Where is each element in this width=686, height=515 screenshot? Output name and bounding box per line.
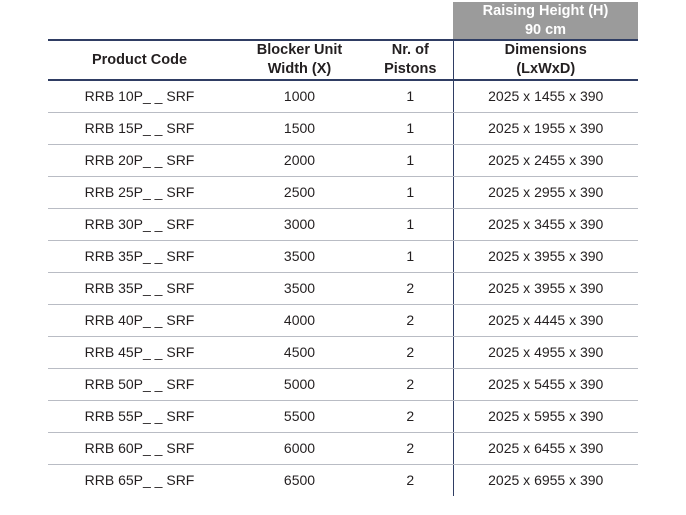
cell-dimensions: 2025 x 4445 x 390	[453, 304, 638, 336]
column-header-product-code	[48, 40, 231, 80]
cell-number-of-pistons: 2	[368, 336, 453, 368]
cell-number-of-pistons: 1	[368, 112, 453, 144]
banner-spacer-cell	[48, 2, 231, 40]
cell-number-of-pistons: 1	[368, 208, 453, 240]
cell-dimensions: 2025 x 6955 x 390	[453, 464, 638, 496]
dimensions-header-line2: (LxWxD)	[516, 60, 576, 77]
product-code-header-label: Product Code	[91, 51, 188, 68]
table-row	[48, 208, 638, 240]
table-row	[48, 272, 638, 304]
table-row	[48, 464, 638, 496]
table-row	[48, 80, 638, 113]
cell-dimensions: 2025 x 1455 x 390	[453, 80, 638, 113]
cell-dimensions: 2025 x 2955 x 390	[453, 176, 638, 208]
table-row	[48, 112, 638, 144]
cell-product-code: RRB 20P_ _ SRF	[48, 144, 231, 176]
table-row	[48, 432, 638, 464]
cell-product-code: RRB 55P_ _ SRF	[48, 400, 231, 432]
blocker-width-header-line2: Width (X)	[267, 60, 332, 77]
cell-number-of-pistons: 1	[368, 80, 453, 113]
cell-dimensions: 2025 x 3955 x 390	[453, 272, 638, 304]
cell-number-of-pistons: 1	[368, 176, 453, 208]
cell-blocker-unit-width: 1500	[231, 112, 368, 144]
banner-row	[48, 2, 638, 40]
table-row	[48, 176, 638, 208]
cell-product-code: RRB 25P_ _ SRF	[48, 176, 231, 208]
table-row	[48, 144, 638, 176]
banner-spacer-cell	[368, 2, 453, 40]
cell-dimensions: 2025 x 5455 x 390	[453, 368, 638, 400]
cell-product-code: RRB 40P_ _ SRF	[48, 304, 231, 336]
cell-blocker-unit-width: 3000	[231, 208, 368, 240]
cell-dimensions: 2025 x 2455 x 390	[453, 144, 638, 176]
cell-number-of-pistons: 1	[368, 240, 453, 272]
column-header-dimensions	[453, 40, 638, 80]
cell-blocker-unit-width: 5500	[231, 400, 368, 432]
pistons-header-line1: Nr. of	[391, 42, 429, 59]
cell-blocker-unit-width: 2000	[231, 144, 368, 176]
dimensions-header-line1: Dimensions	[504, 42, 587, 59]
table-row	[48, 336, 638, 368]
cell-product-code: RRB 45P_ _ SRF	[48, 336, 231, 368]
cell-blocker-unit-width: 6500	[231, 464, 368, 496]
cell-number-of-pistons: 2	[368, 432, 453, 464]
cell-dimensions: 2025 x 3955 x 390	[453, 240, 638, 272]
product-specification-table	[48, 2, 638, 496]
cell-number-of-pistons: 2	[368, 400, 453, 432]
column-header-blocker-unit-width	[231, 40, 368, 80]
raising-height-banner	[453, 2, 638, 40]
column-header-number-of-pistons	[368, 40, 453, 80]
cell-dimensions: 2025 x 6455 x 390	[453, 432, 638, 464]
cell-product-code: RRB 30P_ _ SRF	[48, 208, 231, 240]
cell-blocker-unit-width: 3500	[231, 240, 368, 272]
cell-blocker-unit-width: 4500	[231, 336, 368, 368]
pistons-header-line2: Pistons	[384, 60, 437, 77]
cell-blocker-unit-width: 6000	[231, 432, 368, 464]
cell-number-of-pistons: 2	[368, 272, 453, 304]
cell-product-code: RRB 10P_ _ SRF	[48, 80, 231, 113]
cell-product-code: RRB 60P_ _ SRF	[48, 432, 231, 464]
table-row	[48, 400, 638, 432]
cell-dimensions: 2025 x 5955 x 390	[453, 400, 638, 432]
cell-blocker-unit-width: 2500	[231, 176, 368, 208]
table-body	[48, 80, 638, 496]
cell-product-code: RRB 35P_ _ SRF	[48, 272, 231, 304]
banner-spacer-cell	[231, 2, 368, 40]
cell-blocker-unit-width: 1000	[231, 80, 368, 113]
header-row	[48, 40, 638, 80]
table-row	[48, 368, 638, 400]
raising-height-label: Raising Height (H)	[482, 3, 609, 19]
cell-dimensions: 2025 x 1955 x 390	[453, 112, 638, 144]
cell-number-of-pistons: 1	[368, 144, 453, 176]
cell-blocker-unit-width: 4000	[231, 304, 368, 336]
cell-number-of-pistons: 2	[368, 368, 453, 400]
cell-number-of-pistons: 2	[368, 304, 453, 336]
cell-dimensions: 2025 x 4955 x 390	[453, 336, 638, 368]
blocker-width-header-line1: Blocker Unit	[256, 42, 343, 59]
cell-blocker-unit-width: 5000	[231, 368, 368, 400]
cell-number-of-pistons: 2	[368, 464, 453, 496]
table-row	[48, 304, 638, 336]
cell-product-code: RRB 15P_ _ SRF	[48, 112, 231, 144]
raising-height-value: 90 cm	[524, 21, 567, 38]
cell-product-code: RRB 35P_ _ SRF	[48, 240, 231, 272]
cell-blocker-unit-width: 3500	[231, 272, 368, 304]
cell-dimensions: 2025 x 3455 x 390	[453, 208, 638, 240]
table-row	[48, 240, 638, 272]
cell-product-code: RRB 65P_ _ SRF	[48, 464, 231, 496]
cell-product-code: RRB 50P_ _ SRF	[48, 368, 231, 400]
